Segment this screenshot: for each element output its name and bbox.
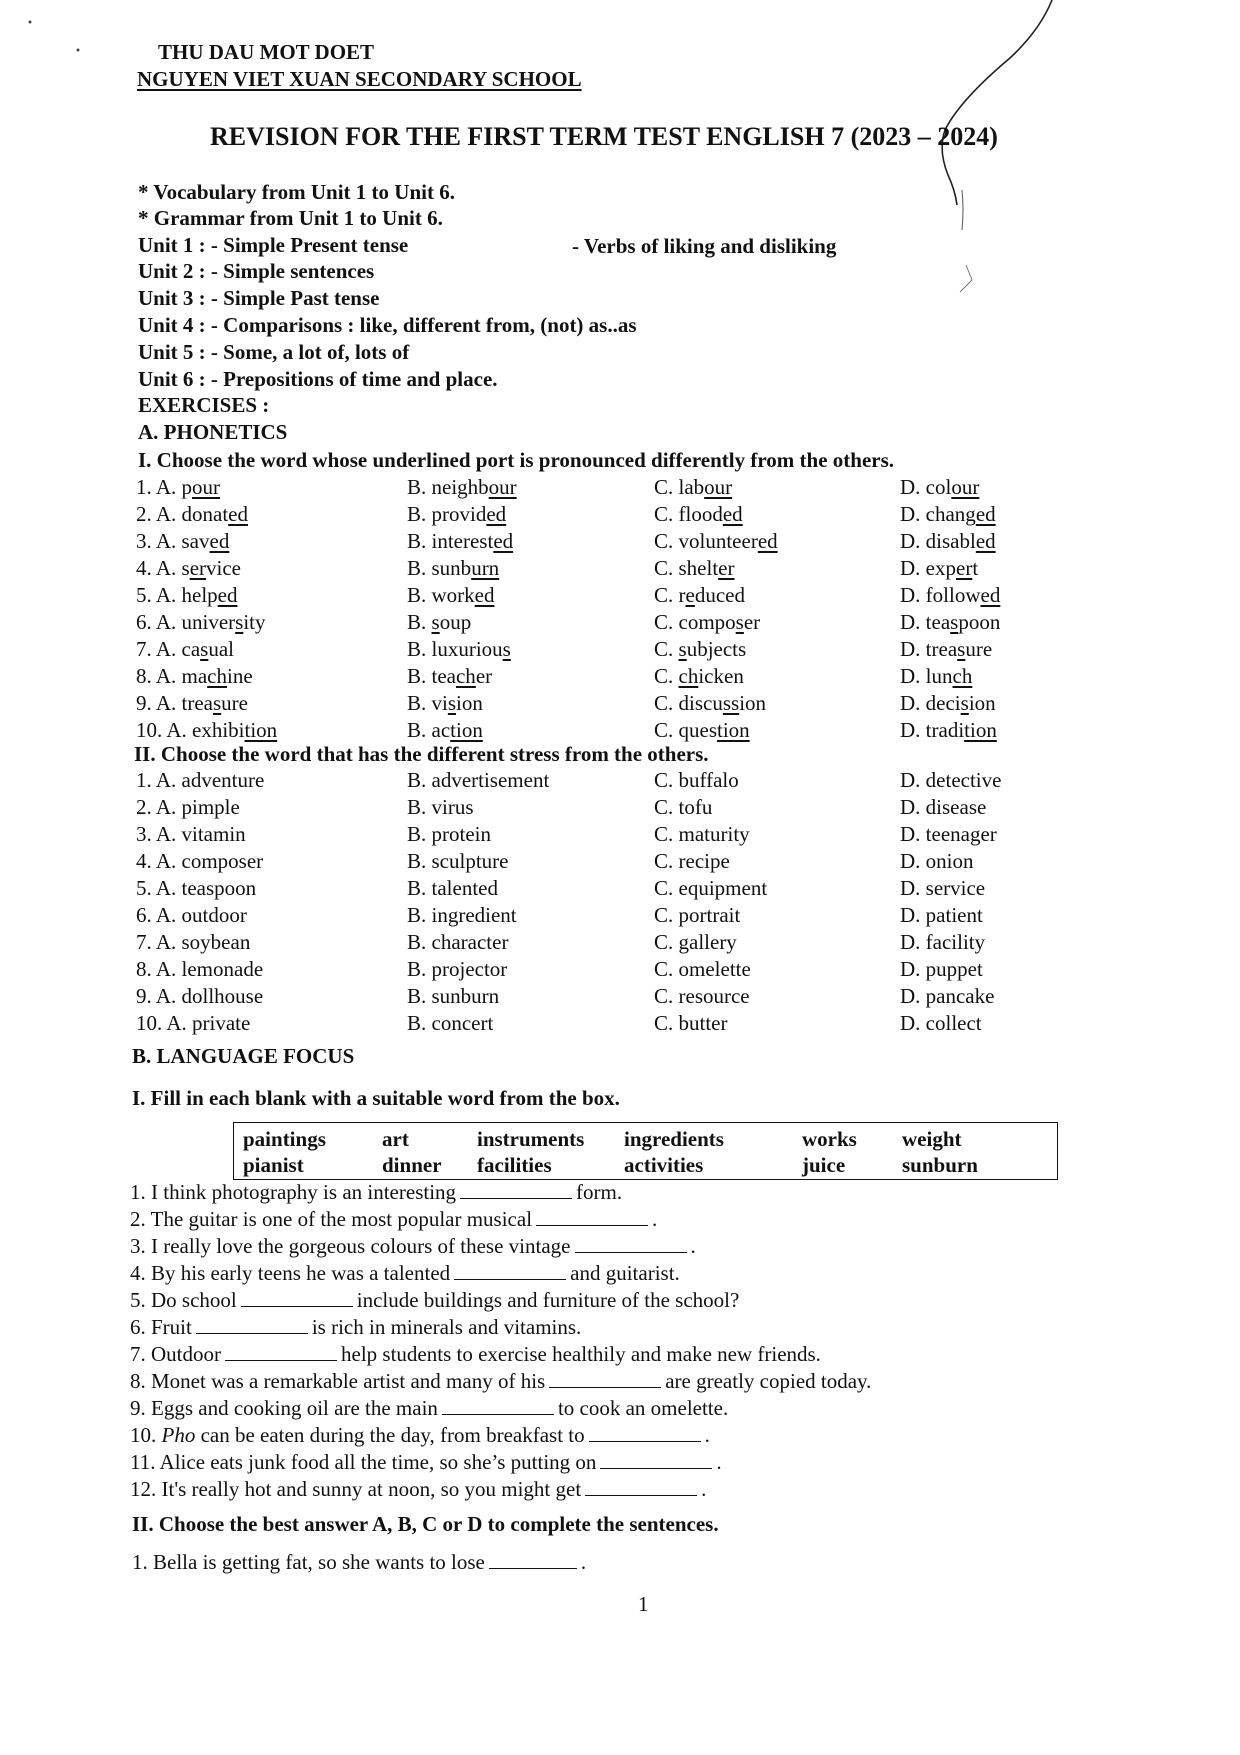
phonetics-part2-option: B. virus [407, 795, 474, 819]
underlined-sound: ed [474, 583, 495, 607]
phonetics-part1-option: D. followed [900, 583, 1001, 607]
phonetics-part2-option: 10. A. private [136, 1011, 251, 1035]
phonetics-part1-option: B. luxurious [407, 637, 511, 661]
phonetics-part2-option: D. teenager [900, 822, 997, 846]
underlined-sound: s [950, 610, 959, 634]
underlined-sound: our [951, 475, 980, 499]
box-word: facilities [477, 1153, 552, 1177]
syllabus-unit1: Unit 1 : - Simple Present tense [138, 233, 409, 257]
phonetics-part1-option: B. provided [407, 502, 507, 526]
phonetics-part2-option: D. collect [900, 1011, 982, 1035]
syllabus-unit5: Unit 5 : - Some, a lot of, lots of [138, 340, 410, 364]
phonetics-part1-option: B. interested [407, 529, 514, 553]
underlined-sound: er [956, 556, 973, 580]
underlined-sound: er [718, 556, 735, 580]
phonetics-part1-option: 7. A. casual [136, 637, 234, 661]
language-focus-part1-heading: I. Fill in each blank with a suitable word from the box. [132, 1086, 620, 1110]
language-focus-heading: B. LANGUAGE FOCUS [132, 1044, 355, 1068]
sentence: 7. Outdoor help students to exercise healthily and make new friends. [130, 1342, 821, 1366]
question-1 [132, 1550, 586, 1575]
phonetics-part2-option: B. ingredient [407, 903, 517, 927]
underlined-sound: s [960, 691, 969, 715]
phonetics-part1-option: B. action [407, 718, 483, 742]
sentence: 8. Monet was a remarkable artist and many of his are greatly copied today. [130, 1369, 872, 1393]
syllabus-unit3: Unit 3 : - Simple Past tense [138, 286, 380, 310]
sentence: 4. By his early teens he was a talented and guitarist. [130, 1261, 680, 1285]
phonetics-part1-option: D. lunch [900, 664, 973, 688]
underlined-sound: urn [471, 556, 500, 580]
phonetics-part2-option: C. recipe [654, 849, 730, 873]
phonetics-part2-option: B. character [407, 930, 509, 954]
box-word: paintings [243, 1127, 326, 1151]
phonetics-part1-option: 9. A. treasure [136, 691, 248, 715]
syllabus-unit1-extra: - Verbs of liking and disliking [572, 234, 837, 258]
question-1-text: 1. Bella is getting fat, so she wants to lose [132, 1550, 485, 1574]
underlined-sound: ch [678, 664, 699, 688]
phonetics-part1-option: C. chicken [654, 664, 744, 688]
phonetics-part2-option: 3. A. vitamin [136, 822, 246, 846]
phonetics-part2-option: C. equipment [654, 876, 768, 900]
underlined-sound: s [200, 637, 209, 661]
sentence: 5. Do school include buildings and furniture of the school? [130, 1288, 740, 1312]
answer-blank[interactable] [589, 1440, 701, 1442]
page-title: REVISION FOR THE FIRST TERM TEST ENGLISH 7 (2023 – 2024) [210, 122, 998, 151]
doet-name: THU DAU MOT DOET [158, 40, 375, 64]
page-number: 1 [638, 1592, 649, 1616]
box-word: pianist [243, 1153, 304, 1177]
phonetics-part2-option: B. concert [407, 1011, 494, 1035]
answer-blank[interactable] [241, 1305, 353, 1307]
phonetics-part1-option: D. changed [900, 502, 996, 526]
phonetics-part1-option: C. volunteered [654, 529, 778, 553]
underlined-sound: tion [450, 718, 483, 742]
sentence: 2. The guitar is one of the most popular musical . [130, 1207, 658, 1231]
sentence: 10. Pho can be eaten during the day, from breakfast to . [130, 1423, 710, 1447]
phonetics-part2-option: B. sculpture [407, 849, 509, 873]
phonetics-part1-option: D. tradition [900, 718, 997, 742]
sentence: 6. Fruit is rich in minerals and vitamins. [130, 1315, 582, 1339]
phonetics-part2-option: 6. A. outdoor [136, 903, 247, 927]
phonetics-part2-option: D. disease [900, 795, 987, 819]
underlined-sound: our [192, 475, 221, 499]
underlined-sound: ed [217, 583, 238, 607]
phonetics-part1-option: D. decision [900, 691, 996, 715]
syllabus-unit2: Unit 2 : - Simple sentences [138, 259, 375, 283]
phonetics-part2-option: B. advertisement [407, 768, 550, 792]
exercises-heading: EXERCISES : [138, 393, 270, 417]
syllabus-unit6: Unit 6 : - Prepositions of time and place. [138, 367, 498, 391]
phonetics-part1-option: C. subjects [654, 637, 747, 661]
underlined-sound: ch [207, 664, 227, 688]
phonetics-part2-option: 1. A. adventure [136, 768, 265, 792]
box-word: activities [624, 1153, 704, 1177]
phonetics-part1-option: B. teacher [407, 664, 493, 688]
phonetics-part2-option: 8. A. lemonade [136, 957, 264, 981]
phonetics-part1-option: D. colour [900, 475, 980, 499]
underlined-sound: ed [980, 583, 1001, 607]
underlined-sound: s [678, 637, 687, 661]
phonetics-part2-option: C. tofu [654, 795, 713, 819]
underlined-sound: ed [228, 502, 248, 526]
phonetics-part1-option: D. expert [900, 556, 979, 580]
school-name: NGUYEN VIET XUAN SECONDARY SCHOOL [137, 67, 582, 91]
underlined-sound: er [189, 556, 207, 580]
answer-blank[interactable] [225, 1359, 337, 1361]
language-focus-part2-heading: II. Choose the best answer A, B, C or D to complete the sentences. [132, 1512, 719, 1536]
phonetics-part1-option: 2. A. donated [136, 502, 248, 526]
phonetics-part2-option: D. facility [900, 930, 986, 954]
phonetics-part1-option: B. vision [407, 691, 483, 715]
phonetics-part1-option: D. treasure [900, 637, 993, 661]
phonetics-part2-option: C. resource [654, 984, 750, 1008]
phonetics-part2-option: D. pancake [900, 984, 995, 1008]
answer-blank[interactable] [575, 1251, 687, 1253]
phonetics-part1-option: B. worked [407, 583, 495, 607]
phonetics-part1-option: C. discussion [654, 691, 767, 715]
sentence: 11. Alice eats junk food all the time, so she’s putting on . [130, 1450, 722, 1474]
underlined-sound: ed [486, 502, 507, 526]
answer-blank[interactable] [585, 1494, 697, 1496]
underlined-sound: our [488, 475, 517, 499]
phonetics-part2-option: B. protein [407, 822, 491, 846]
underlined-sound: s [447, 691, 457, 715]
box-word: instruments [477, 1127, 585, 1151]
question-1-end: . [580, 1550, 587, 1574]
underlined-sound: ss [722, 691, 740, 715]
answer-blank[interactable] [454, 1278, 566, 1280]
underlined-sound: ed [493, 529, 514, 553]
sentence: 3. I really love the gorgeous colours of these vintage . [130, 1234, 696, 1258]
phonetics-part2-option: C. portrait [654, 903, 741, 927]
underlined-sound: ch [952, 664, 973, 688]
phonetics-part2-option: D. service [900, 876, 986, 900]
phonetics-part2-option: D. detective [900, 768, 1002, 792]
box-word: sunburn [902, 1153, 978, 1177]
box-word: juice [802, 1153, 846, 1177]
phonetics-part1-option: D. disabled [900, 529, 996, 553]
box-word: ingredients [624, 1127, 724, 1151]
underlined-sound: ed [209, 529, 230, 553]
phonetics-part1-option: 8. A. machine [136, 664, 253, 688]
answer-blank[interactable] [442, 1413, 554, 1415]
phonetics-part2-option: B. sunburn [407, 984, 500, 1008]
box-word: works [802, 1127, 857, 1151]
phonetics-part2-option: C. buffalo [654, 768, 739, 792]
sentence: 12. It's really hot and sunny at noon, so you might get . [130, 1477, 707, 1501]
phonetics-part2-option: B. talented [407, 876, 498, 900]
phonetics-part2-option: D. onion [900, 849, 974, 873]
sentence: 9. Eggs and cooking oil are the main to cook an omelette. [130, 1396, 729, 1420]
underlined-sound: ed [757, 529, 778, 553]
phonetics-part1-option: C. flooded [654, 502, 743, 526]
underlined-sound: ch [455, 664, 476, 688]
phonetics-part1-option: C. shelter [654, 556, 735, 580]
phonetics-part2-option: D. patient [900, 903, 983, 927]
phonetics-part1-option: B. soup [407, 610, 472, 634]
phonetics-part2-option: B. projector [407, 957, 508, 981]
box-word: weight [902, 1127, 962, 1151]
phonetics-part1-option: 6. A. university [136, 610, 266, 634]
underlined-sound: our [704, 475, 733, 499]
phonetics-part2-option: 2. A. pimple [136, 795, 240, 819]
phonetics-part1-option: B. sunburn [407, 556, 500, 580]
phonetics-heading: A. PHONETICS [138, 420, 288, 444]
underlined-sound: s [502, 637, 511, 661]
phonetics-part1-option: C. reduced [654, 583, 745, 607]
underlined-sound: e [685, 583, 695, 607]
syllabus-unit4: Unit 4 : - Comparisons : like, different from, (not) as..as [138, 313, 637, 337]
underlined-sound: s [212, 691, 222, 715]
underlined-sound: ed [975, 529, 996, 553]
syllabus-vocab: * Vocabulary from Unit 1 to Unit 6. [138, 180, 455, 204]
underlined-sound: s [957, 637, 966, 661]
underlined-sound: tion [964, 718, 997, 742]
sentence: 1. I think photography is an interesting form. [130, 1180, 623, 1204]
phonetics-part1-option: D. teaspoon [900, 610, 1001, 634]
underlined-sound: s [431, 610, 440, 634]
underlined-sound: ed [722, 502, 743, 526]
phonetics-part1-option: 5. A. helped [136, 583, 238, 607]
phonetics-part2-option: C. gallery [654, 930, 737, 954]
answer-blank[interactable] [489, 1567, 577, 1569]
answer-blank[interactable] [549, 1386, 661, 1388]
underlined-sound: tion [244, 718, 278, 742]
answer-blank[interactable] [196, 1332, 308, 1334]
phonetics-part2-option: D. puppet [900, 957, 983, 981]
phonetics-part2-option: 4. A. composer [136, 849, 264, 873]
phonetics-part2-option: C. butter [654, 1011, 728, 1035]
underlined-sound: s [735, 610, 744, 634]
phonetics-part2-option: 5. A. teaspoon [136, 876, 257, 900]
answer-blank[interactable] [536, 1224, 648, 1226]
phonetics-part1-option: C. composer [654, 610, 761, 634]
phonetics-part2-option: C. omelette [654, 957, 751, 981]
phonetics-part2-heading: II. Choose the word that has the different stress from the others. [134, 742, 709, 766]
answer-blank[interactable] [600, 1467, 712, 1469]
answer-blank[interactable] [460, 1197, 572, 1199]
underlined-sound: tion [717, 718, 750, 742]
phonetics-part1-heading: I. Choose the word whose underlined port is pronounced differently from the others. [138, 448, 895, 472]
phonetics-part1-option: 3. A. saved [136, 529, 230, 553]
box-word: art [382, 1127, 409, 1151]
syllabus-grammar: * Grammar from Unit 1 to Unit 6. [138, 206, 443, 230]
phonetics-part2-option: 7. A. soybean [136, 930, 251, 954]
phonetics-part1-option: 1. A. pour [136, 475, 221, 499]
phonetics-part1-option: 10. A. exhibition [136, 718, 278, 742]
phonetics-part2-option: C. maturity [654, 822, 750, 846]
phonetics-part1-option: C. labour [654, 475, 733, 499]
underlined-sound: ed [975, 502, 996, 526]
phonetics-part1-option: C. question [654, 718, 750, 742]
phonetics-part1-option: B. neighbour [407, 475, 517, 499]
underlined-sound: s [235, 610, 244, 634]
phonetics-part1-option: 4. A. service [136, 556, 241, 580]
phonetics-part2-option: 9. A. dollhouse [136, 984, 264, 1008]
box-word: dinner [382, 1153, 442, 1177]
